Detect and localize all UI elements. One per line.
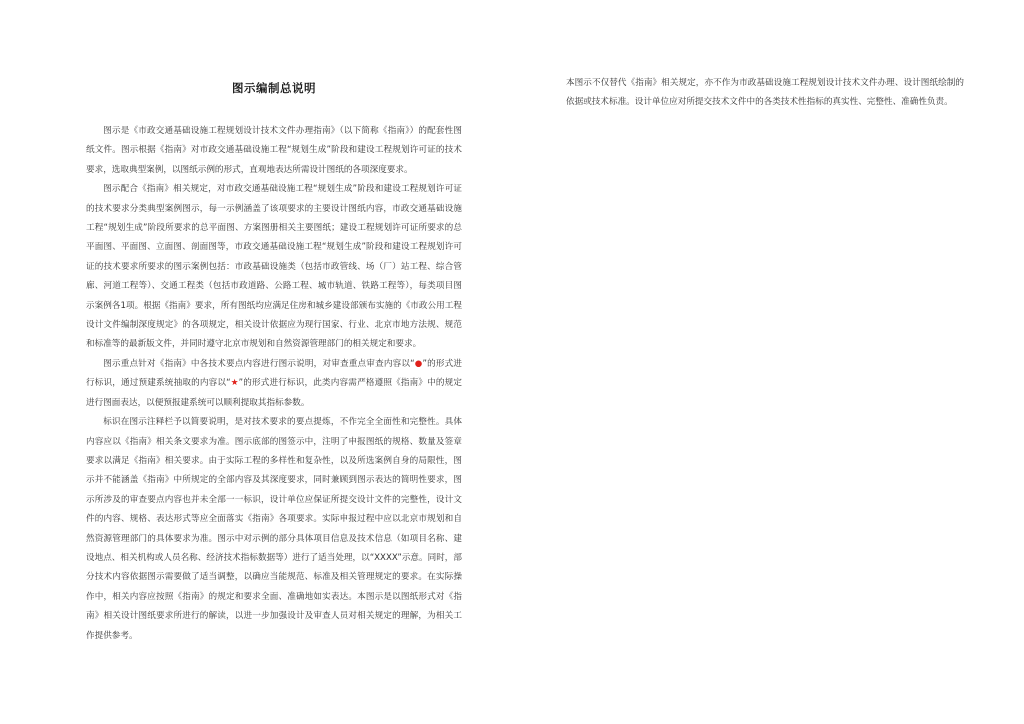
- paragraph-3-part-2: ”的形式进行标识，通过预建系统抽取的内容以“: [86, 358, 463, 389]
- paragraph-3-part-3: ”的形式进行标识，此类内容需严格遵照《指南》中的规定进行图面表达，以便预报建系统可以顺利提取其指标参数。: [86, 378, 462, 408]
- paragraph-1: 图示是《市政交通基础设施工程规划设计技术文件办理指南》（以下简称《指南》）的配套性图纸文件。图示根据《指南》对市政交通基础设施工程“规划生成”阶段和建设工程规划许可证的技术要求，选取典型案例，以图纸示例的形式，直观地表达所需设计图纸的各项深度要求。: [86, 126, 462, 175]
- paragraph-4: 标识在图示注释栏予以简要说明，是对技术要求的要点提炼，不作完全全面性和完整性。具体内容应以《指南》相关条文要求为准。图示底部的图签示中，注明了申报图纸的规格、数量及签章要求以满足《指南》相关要求。由于实际工程的多样性和复杂性，以及所选案例自身的局限性，图示并不能涵盖《指南》中所规定的全部内容及其深度要求，同时兼顾到图示表达的简明性要求，图示所涉及的审查要点内容也并未全部一一标识，设计单位应保证所提交设计文件的完整性，设计文件的内容、规格、表达形式等应全面落实《指南》各项要求。实际申报过程中应以北京市规划和自然资源管理部门的具体要求为准。图示中对示例的部分具体项目信息及技术信息（如项目名称、建设地点、相关机构或人员名称、经济技术指标数据等）进行了适当处理，以“XXXX”示意。同时，部分技术内容依据图示需要做了适当调整，以确应当能规范、标准及相关管理规定的要求。在实际操作中，相关内容应按照《指南》的规定和要求全面、准确地如实表达。本图示是以图纸形式对《指南》相关设计图纸要求所进行的解读，以进一步加强设计及审查人员对相关规定的理解，为相关工作提供参考。: [86, 417, 462, 641]
- left-column: [86, 80, 462, 646]
- paragraph-3-part-1: 图示重点针对《指南》中各技术要点内容进行图示说明，对审查重点审查内容以“: [103, 358, 415, 369]
- right-column: [566, 74, 964, 113]
- paragraph-3: [86, 355, 462, 413]
- red-star-icon: ★: [230, 378, 239, 389]
- paragraph-5: 本图示不仅替代《指南》相关规定，亦不作为市政基础设施工程规划设计技术文件办理、设计图纸绘制的依据或技术标准。设计单位应对所提交技术文件中的各类技术性指标的真实性、完整性、准确性负责。: [566, 78, 964, 108]
- document-title: 图示编制总说明: [232, 81, 316, 95]
- red-dot-icon: ●: [414, 358, 423, 369]
- paragraph-2: 图示配合《指南》相关规定，对市政交通基础设施工程“规划生成”阶段和建设工程规划许可证的技术要求分类典型案例图示，每一示例涵盖了该项要求的主要设计图纸内容，市政交通基础设施工程“规划生成”阶段所要求的总平面图、方案图册相关主要图纸；建设工程规划许可证所要求的总平面图、平面图、立面图、剖面图等，市政交通基础设施工程“规划生成”阶段和建设工程规划许可证的技术要求所要求的图示案例包括：市政基础设施类（包括市政管线、场（厂）站工程、综合管廊、河道工程等）、交通工程类（包括市政道路、公路工程、城市轨道、铁路工程等），每类项目图示案例各1项。根据《指南》要求，所有图纸均应满足住房和城乡建设部颁布实施的《市政公用工程设计文件编制深度规定》的各项规定，相关设计依据应为现行国家、行业、北京市地方法规、规范和标准等的最新版文件，并同时遵守北京市规划和自然资源管理部门的相关规定和要求。: [86, 184, 462, 350]
